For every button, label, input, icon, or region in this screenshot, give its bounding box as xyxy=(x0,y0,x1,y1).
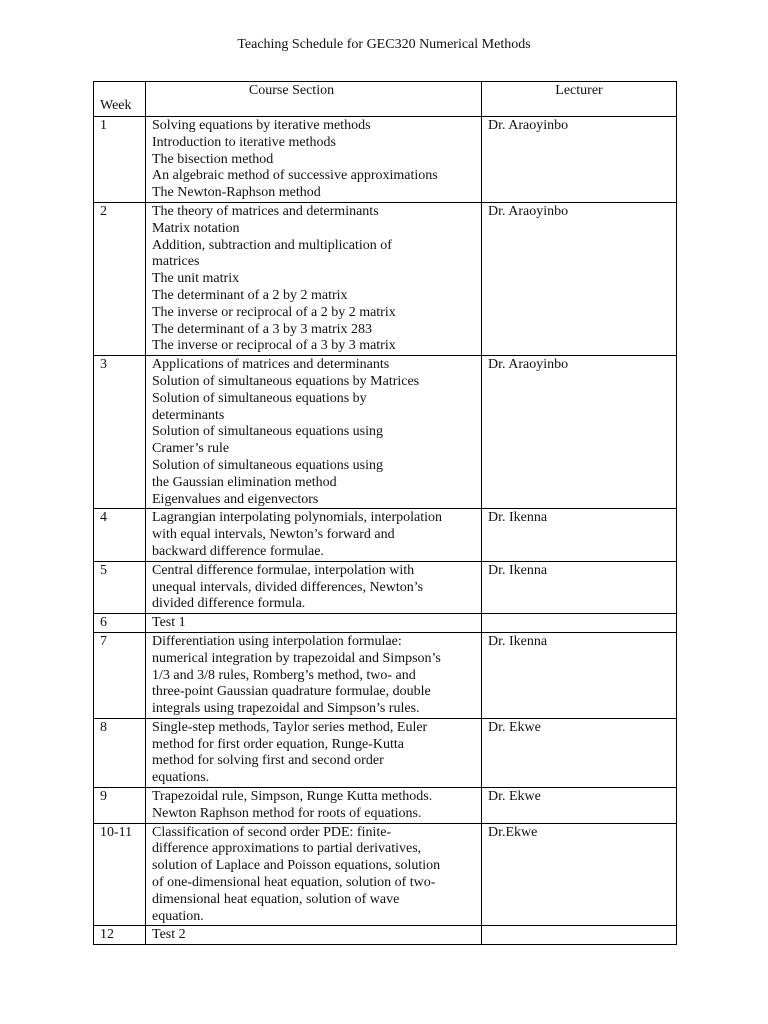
table-row xyxy=(94,117,677,203)
week-cell: 2 xyxy=(94,202,146,355)
course-topic-line: unequal intervals, divided differences, Newton’s xyxy=(152,579,424,595)
course-topic-line: Addition, subtraction and multiplication of xyxy=(152,237,392,253)
course-topic-line: divided difference formula. xyxy=(152,596,306,612)
course-topic-line: solution of Laplace and Poisson equations, solution xyxy=(152,858,441,874)
test-cell xyxy=(146,614,482,633)
lecturer-cell: Dr. Araoyinbo xyxy=(482,117,677,203)
course-topic-line: Solution of simultaneous equations using xyxy=(152,424,383,440)
course-topic-line: method for solving first and second order xyxy=(152,753,384,769)
course-topic-line: Matrix notation xyxy=(152,220,240,236)
week-cell: 3 xyxy=(94,356,146,509)
course-topic-line: method for first order equation, Runge-Kutta xyxy=(152,736,404,752)
course-topic-line: equation. xyxy=(152,908,204,924)
course-topic-line: backward difference formulae. xyxy=(152,543,324,559)
header-row xyxy=(94,82,677,117)
lecturer-cell: Dr. Ikenna xyxy=(482,561,677,613)
table-row xyxy=(94,356,677,509)
course-topic-line: Eigenvalues and eigenvectors xyxy=(152,491,319,507)
course-topic-line: three-point Gaussian quadrature formulae, double xyxy=(152,684,431,700)
course-section-cell xyxy=(146,509,482,561)
course-topic-line: The unit matrix xyxy=(152,271,240,287)
course-topic-line: difference approximations to partial derivatives, xyxy=(152,841,422,857)
course-topic-line: The Newton-Raphson method xyxy=(152,185,321,201)
course-section-column-header: Course Section xyxy=(146,82,482,117)
week-cell: 5 xyxy=(94,561,146,613)
course-section-cell xyxy=(146,632,482,718)
course-section-cell xyxy=(146,788,482,824)
lecturer-cell xyxy=(482,926,677,945)
week-cell: 1 xyxy=(94,117,146,203)
week-cell: 6 xyxy=(94,614,146,633)
course-topic-line: with equal intervals, Newton’s forward and xyxy=(152,527,395,543)
week-cell: 4 xyxy=(94,509,146,561)
course-topic-line: The determinant of a 3 by 3 matrix 283 xyxy=(152,321,373,337)
course-topic-line: Applications of matrices and determinants xyxy=(152,357,390,373)
course-topic-line: determinants xyxy=(152,407,225,423)
course-topic-line: Solving equations by iterative methods xyxy=(152,118,371,133)
course-topic-line: Differentiation using interpolation formulae: xyxy=(152,633,402,649)
lecturer-cell: Dr. Ekwe xyxy=(482,718,677,787)
course-topic-line: of one-dimensional heat equation, solution of two- xyxy=(152,875,436,891)
schedule-table xyxy=(93,81,677,945)
course-section-cell xyxy=(146,202,482,355)
table-row xyxy=(94,926,677,945)
course-topic-line: The determinant of a 2 by 2 matrix xyxy=(152,287,348,303)
lecturer-cell: Dr. Araoyinbo xyxy=(482,356,677,509)
week-cell: 9 xyxy=(94,788,146,824)
course-section-cell xyxy=(146,823,482,926)
course-topic-line: 1/3 and 3/8 rules, Romberg’s method, two- and xyxy=(152,667,416,683)
course-topic-line: An algebraic method of successive approximations xyxy=(152,168,438,184)
lecturer-cell: Dr. Ikenna xyxy=(482,632,677,718)
lecturer-cell: Dr. Araoyinbo xyxy=(482,202,677,355)
course-topic-line: Classification of second order PDE: finite- xyxy=(152,824,392,840)
lecturer-column-header: Lecturer xyxy=(482,82,677,117)
lecturer-cell: Dr.Ekwe xyxy=(482,823,677,926)
course-topic-line: Lagrangian interpolating polynomials, interpolation xyxy=(152,510,443,526)
table-row xyxy=(94,718,677,787)
course-topic-line: integrals using trapezoidal and Simpson’s rules. xyxy=(152,701,420,717)
lecturer-cell: Dr. Ekwe xyxy=(482,788,677,824)
course-topic-line: Solution of simultaneous equations by Matrices xyxy=(152,373,420,389)
test-cell xyxy=(146,926,482,945)
course-topic-line: Trapezoidal rule, Simpson, Runge Kutta methods. xyxy=(152,789,433,805)
course-topic-line: dimensional heat equation, solution of wave xyxy=(152,891,400,907)
table-row xyxy=(94,632,677,718)
course-topic-line: The inverse or reciprocal of a 2 by 2 matrix xyxy=(152,304,396,320)
document-title: Teaching Schedule for GEC320 Numerical Methods xyxy=(237,37,531,52)
course-topic-line: The bisection method xyxy=(152,151,274,167)
table-row xyxy=(94,823,677,926)
course-topic-line: the Gaussian elimination method xyxy=(152,474,337,490)
course-topic-line: Test 1 xyxy=(152,615,186,631)
course-section-cell xyxy=(146,356,482,509)
course-section-cell xyxy=(146,117,482,203)
table-row xyxy=(94,614,677,633)
course-topic-line: numerical integration by trapezoidal and Simpson’s xyxy=(152,650,441,666)
table-row xyxy=(94,202,677,355)
course-topic-line: Solution of simultaneous equations by xyxy=(152,390,367,406)
course-topic-line: equations. xyxy=(152,770,210,786)
table-row xyxy=(94,788,677,824)
course-topic-line: The inverse or reciprocal of a 3 by 3 matrix xyxy=(152,338,396,354)
course-topic-line: Single-step methods, Taylor series method, Euler xyxy=(152,719,428,735)
course-topic-line: Introduction to iterative methods xyxy=(152,134,336,150)
week-column-header: Week xyxy=(94,82,146,117)
week-cell: 12 xyxy=(94,926,146,945)
course-topic-line: Cramer’s rule xyxy=(152,441,230,457)
course-topic-line: Newton Raphson method for roots of equations. xyxy=(152,805,422,821)
week-cell: 10-11 xyxy=(94,823,146,926)
lecturer-cell xyxy=(482,614,677,633)
course-topic-line: Solution of simultaneous equations using xyxy=(152,457,383,473)
lecturer-cell: Dr. Ikenna xyxy=(482,509,677,561)
course-topic-line: Test 2 xyxy=(152,927,186,943)
course-topic-line: The theory of matrices and determinants xyxy=(152,203,379,219)
course-topic-line: matrices xyxy=(152,254,200,270)
course-section-cell xyxy=(146,718,482,787)
week-cell: 8 xyxy=(94,718,146,787)
week-cell: 7 xyxy=(94,632,146,718)
table-row xyxy=(94,561,677,613)
course-topic-line: Central difference formulae, interpolation with xyxy=(152,562,415,578)
table-row xyxy=(94,509,677,561)
course-section-cell xyxy=(146,561,482,613)
